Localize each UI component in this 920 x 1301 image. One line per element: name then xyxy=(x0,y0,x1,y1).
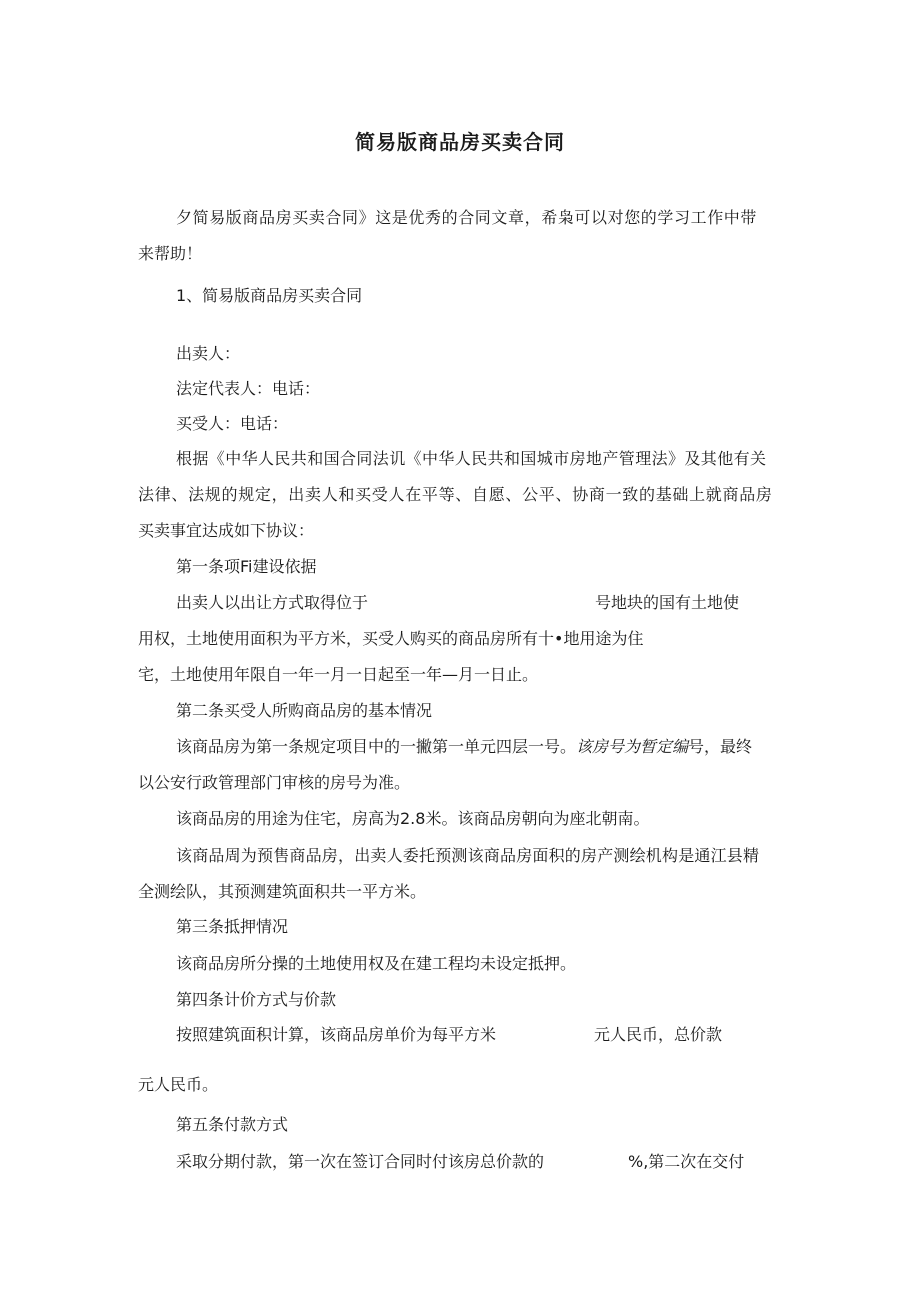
article-5-line-1-end: %,第二次在交付 xyxy=(628,1152,745,1171)
article-2-heading: 第二条买受人所购商品房的基本情况 xyxy=(176,701,433,720)
article-5-heading: 第五条付款方式 xyxy=(176,1115,289,1134)
article-2-p1-tail: 号，最终 xyxy=(688,737,753,756)
article-2-p1-line-2: 以公安行政管理部门审核的房号为准。 xyxy=(138,773,411,792)
article-4-line-1-start: 按照建筑面积计算，该商品房单价为每平方米 xyxy=(176,1025,497,1044)
article-1-heading: 第一条项Fi建设依据 xyxy=(176,557,317,576)
article-3-p1: 该商品房所分操的土地使用权及在建工程均未设定抵押。 xyxy=(176,954,577,973)
article-1-line-1-start: 出卖人以出让方式取得位于 xyxy=(176,593,369,612)
preamble-line-1: 根据《中华人民共和国合同法讥《中华人民共和国城市房地产管理法》及其他有关 xyxy=(176,449,767,468)
article-2-p2: 该商品房的用途为住宅，房高为2.8米。该商品房朝向为座北朝南。 xyxy=(176,809,650,828)
article-2-p3-line-2: 全测绘队，其预测建筑面积共一平方米。 xyxy=(138,882,427,901)
intro-line-2: 来帮助！ xyxy=(138,244,203,263)
section-heading: 1、简易版商品房买卖合同 xyxy=(176,286,363,305)
article-1-line-3: 宅，土地使用年限自一年一月一日起至一年—月一日止。 xyxy=(138,665,539,684)
article-2-p3-line-1: 该商品周为预售商品房，出卖人委托预测该商品房面积的房产测绘机构是通江县精 xyxy=(176,846,760,865)
preamble-line-2: 法律、法规的规定，出卖人和买受人在平等、自愿、公平、协商一致的基础上就商品房 xyxy=(138,485,773,504)
document-title: 简易版商品房买卖合同 xyxy=(355,130,565,154)
article-4-line-2: 元人民币。 xyxy=(138,1075,219,1094)
article-1-line-2: 用权，土地使用面积为平方米，买受人购买的商品房所有十•地用途为住 xyxy=(138,629,644,648)
seller-label: 出卖人： xyxy=(176,344,241,363)
buyer-label: 买受人：电话： xyxy=(176,414,289,433)
intro-line-1: 夕简易版商品房买卖合同》这是优秀的合同文章，希枭可以对您的学习工作中带 xyxy=(176,208,758,227)
article-4-line-1-end: 元人民币，总价款 xyxy=(594,1025,723,1044)
article-3-heading: 第三条抵押情况 xyxy=(176,917,289,936)
article-2-p1-line-1 xyxy=(176,736,752,758)
preamble-line-3: 买卖事宜达成如下协议： xyxy=(138,521,315,540)
article-2-p1-italic: 该房号为暂定编 xyxy=(576,737,689,756)
article-2-p1-text: 该商品房为第一条规定项目中的一撇第一单元四层一号。 xyxy=(176,737,577,756)
article-5-line-1-start: 采取分期付款，第一次在签订合同时付该房总价款的 xyxy=(176,1152,545,1171)
legal-rep-label: 法定代表人：电话： xyxy=(176,379,321,398)
article-4-heading: 第四条计价方式与价款 xyxy=(176,990,337,1009)
article-1-line-1-end: 号地块的国有土地使 xyxy=(595,593,740,612)
